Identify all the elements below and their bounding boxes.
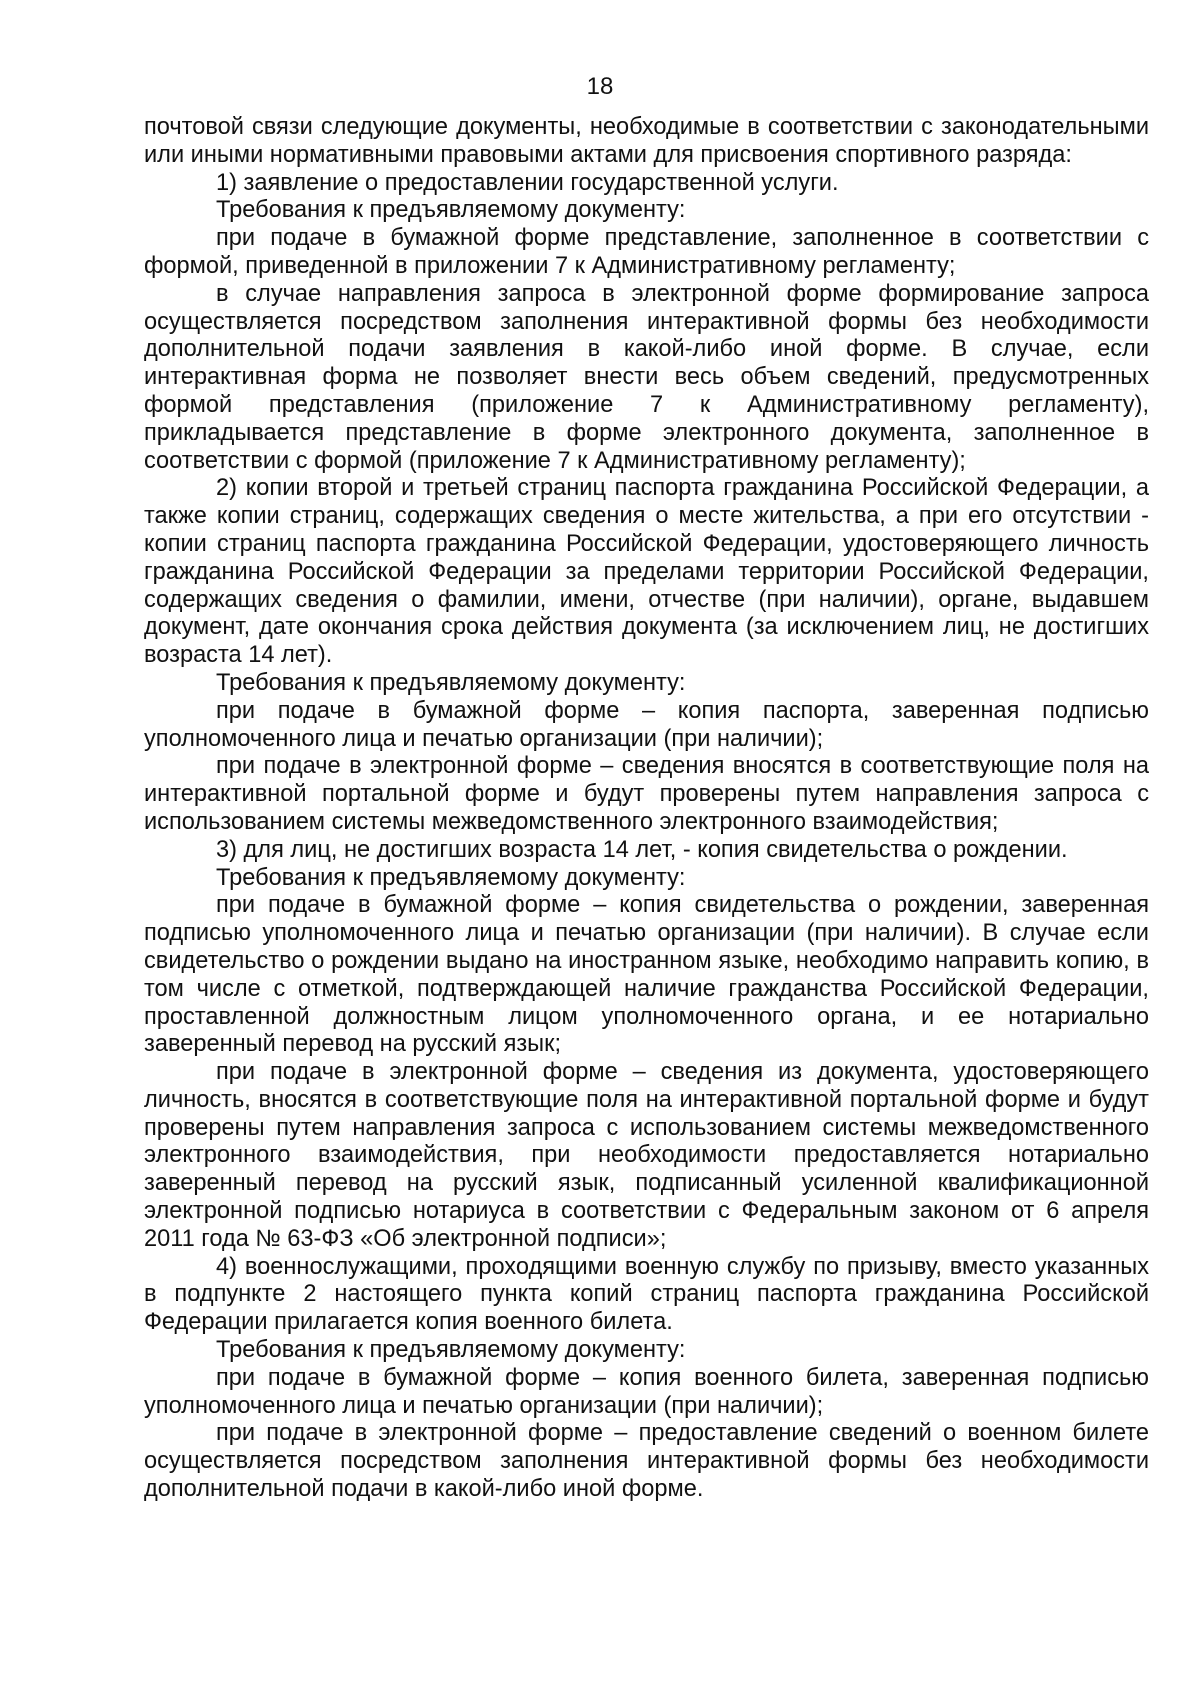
paragraph-paper-form: при подаче в бумажной форме – копия свидетельства о рождении, заверенная подписью уполномоченного лица и печатью организации (при наличии). В случае если свидетельство о рождении выдано на иностранном языке, необходимо направить копию, в том числе с отметкой, подтверждающей наличие гражданства Российской Федерации, проставленной должностным лицом уполномоченного органа, и ее нотариально заверенный перевод на русский язык;: [144, 892, 1149, 1058]
paragraph-requirements-heading: Требования к предъявляемому документу:: [216, 197, 686, 224]
paragraph-paper-form: при подаче в бумажной форме – копия паспорта, заверенная подписью уполномоченного лица и печатью организации (при наличии);: [144, 697, 1149, 752]
paragraph-requirements-heading: Требования к предъявляемому документу:: [216, 864, 686, 891]
paragraph-paper-form: при подаче в бумажной форме представление, заполненное в соответствии с формой, приведенной в приложении 7 к Административному регламенту;: [144, 225, 1149, 279]
paragraph-electronic-form: при подаче в электронной форме – сведения вносятся в соответствующие поля на интерактивной портальной форме и будут проверены путем направления запроса с использованием системы межведомственного электронного взаимодействия;: [144, 753, 1149, 835]
paragraph-electronic-form: при подаче в электронной форме – сведения из документа, удостоверяющего личность, вносятся в соответствующие поля на интерактивной портальной форме и будут проверены путем направления запроса с использованием системы межведомственного электронного взаимодействия, при необходимости предоставляется нотариально заверенный перевод на русский язык, подписанный усиленной квалификационной электронной подписью нотариуса в соответствии с Федеральным законом от 6 апреля 2011 года № 63-ФЗ «Об электронной подписи»;: [144, 1059, 1149, 1252]
paragraph-item-3: 3) для лиц, не достигших возраста 14 лет, - копия свидетельства о рождении.: [216, 836, 1068, 863]
document-body: [144, 114, 1149, 1504]
paragraph-requirements-heading: Требования к предъявляемому документу:: [216, 669, 686, 696]
paragraph-item-2: 2) копии второй и третьей страниц паспорта гражданина Российской Федерации, а также копии страниц, содержащих сведения о месте жительства, а при его отсутствии - копии страниц паспорта гражданина Российской Федерации, удостоверяющего личность гражданина Российской Федерации за пределами территории Российской Федерации, содержащих сведения о фамилии, имени, отчестве (при наличии), органе, выдавшем документ, дате окончания срока действия документа (за исключением лиц, не достигших возраста 14 лет).: [144, 475, 1149, 669]
paragraph-electronic-form: в случае направления запроса в электронной форме формирование запроса осуществляется посредством заполнения интерактивной формы без необходимости дополнительной подачи заявления в какой-либо иной форме. В случае, если интерактивная форма не позволяет внести весь объем сведений, предусмотренных формой представления (приложение 7 к Административному регламенту), прикладывается представление в форме электронного документа, заполненное в соответствии с формой (приложение 7 к Административному регламенту);: [144, 280, 1149, 474]
page-number: 18: [586, 73, 614, 100]
paragraph-item-1: 1) заявление о предоставлении государственной услуги.: [216, 169, 839, 196]
paragraph-electronic-form: при подаче в электронной форме – предоставление сведений о военном билете осуществляется посредством заполнения интерактивной формы без необходимости дополнительной подачи в какой-либо иной форме.: [144, 1420, 1149, 1503]
paragraph-continuation: почтовой связи следующие документы, необходимые в соответствии с законодательными или иными нормативными правовыми актами для присвоения спортивного разряда:: [144, 114, 1149, 168]
paragraph-requirements-heading: Требования к предъявляемому документу:: [216, 1337, 686, 1364]
paragraph-item-4: 4) военнослужащими, проходящими военную службу по призыву, вместо указанных в подпункте 2 настоящего пункта копий страниц паспорта гражданина Российской Федерации прилагается копия военного билета.: [144, 1253, 1149, 1336]
paragraph-paper-form: при подаче в бумажной форме – копия военного билета, заверенная подписью уполномоченного лица и печатью организации (при наличии);: [144, 1364, 1149, 1419]
